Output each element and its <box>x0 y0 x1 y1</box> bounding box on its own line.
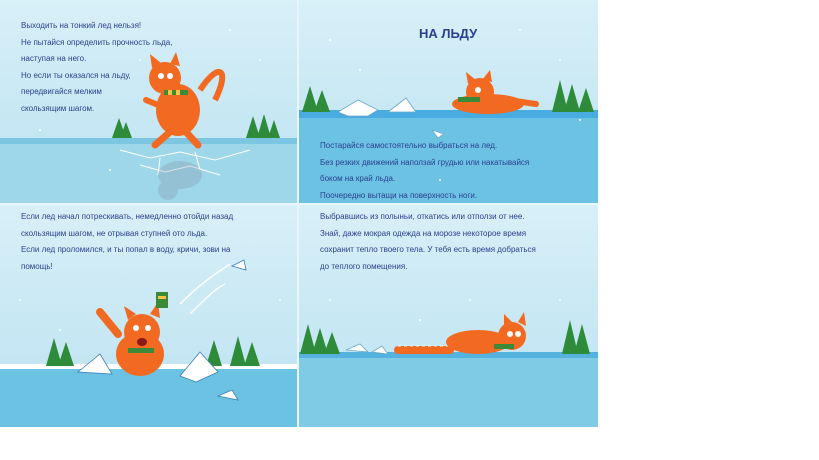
panel-divider-vertical <box>297 0 299 427</box>
panel1-line-3: наступая на него. <box>21 54 87 63</box>
panel3-line-3: Если лед проломился, и ты попал в воду, кричи, зови на <box>21 245 231 254</box>
panel1-line-2: Не пытайся определить прочность льда, <box>21 37 173 47</box>
panel2-line-1: Постарайся самостоятельно выбраться на лед. <box>320 141 498 150</box>
ice-surface <box>298 352 598 427</box>
panel2-line-5: Выбравшись из полыньи, откатись или отползи от нее. <box>320 212 525 221</box>
panel2-line-6: Знай, даже мокрая одежда на морозе некоторое время <box>320 228 527 238</box>
panel3-line-2: скользящим шагом, не отрывая ступней ото льда. <box>21 228 208 238</box>
cat-crawling <box>452 70 536 114</box>
panel3-line-1: Если лед начал потрескивать, немедленно отойди назад <box>21 212 234 221</box>
panel2-line-8: до теплого помещения. <box>320 261 408 271</box>
ice-band <box>0 138 298 144</box>
panel1-line-4: Но если ты оказался на льду, <box>21 70 131 80</box>
panel1-line-5: передвигайся мелким <box>21 87 102 96</box>
panel-ice-broke <box>0 204 298 427</box>
panel1-line-1: Выходить на тонкий лед нельзя! <box>21 21 142 30</box>
page-title: НА ЛЬДУ <box>419 26 478 41</box>
ice-surface <box>0 138 298 204</box>
panel2-line-3: боком на край льда. <box>320 174 396 183</box>
panel2-line-7: сохранит тепло твоего тела. У тебя есть время добраться <box>320 245 536 254</box>
panel-climb-out <box>298 0 598 204</box>
cat-in-water <box>100 292 168 376</box>
panel3-line-4: помощь! <box>21 261 53 271</box>
panel2-line-2: Без резких движений наползай грудью или накатывайся <box>320 157 530 167</box>
panel1-line-6: скользящим шагом. <box>21 103 95 113</box>
panel-divider-horizontal <box>0 203 598 205</box>
panel-thin-ice <box>0 0 298 204</box>
panel2-line-4: Поочередно вытащи на поверхность ноги. <box>320 190 478 200</box>
cat-lying <box>394 312 526 354</box>
panel-roll-away <box>298 204 598 427</box>
